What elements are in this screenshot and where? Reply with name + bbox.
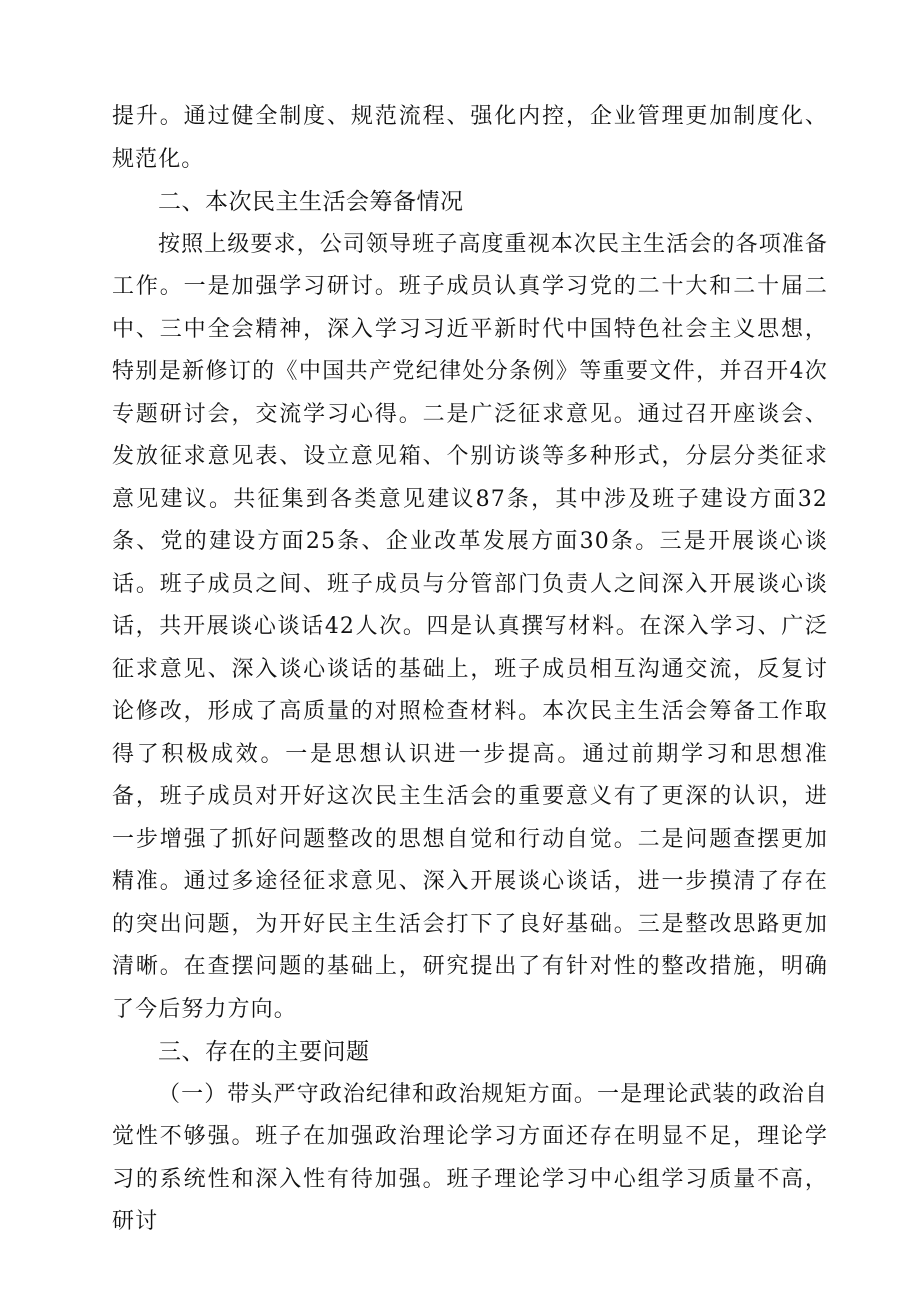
- document-body: [112, 96, 828, 1244]
- section-heading-problems: 三、存在的主要问题: [158, 1039, 370, 1065]
- paragraph-preparation: 按照上级要求，公司领导班子高度重视本次民主生活会的各项准备工作。一是加强学习研讨。班子成员认真学习党的二十大和二十届二中、三中全会精神，深入学习习近平新时代中国特色社会主义思想，特别是新修订的《中国共产党纪律处分条例》等重要文件，并召开4次专题研讨会，交流学习心得。二是广泛征求意见。通过召开座谈会、发放征求意见表、设立意见箱、个别访谈等多种形式，分层分类征求意见建议。共征集到各类意见建议87条，其中涉及班子建设方面32条、党的建设方面25条、企业改革发展方面30条。三是开展谈心谈话。班子成员之间、班子成员与分管部门负责人之间深入开展谈心谈话，共开展谈心谈话42人次。四是认真撰写材料。在深入学习、广泛征求意见、深入谈心谈话的基础上，班子成员相互沟通交流，反复讨论修改，形成了高质量的对照检查材料。本次民主生活会筹备工作取得了积极成效。一是思想认识进一步提高。通过前期学习和思想准备，班子成员对开好这次民主生活会的重要意义有了更深的认识，进一步增强了抓好问题整改的思想自觉和行动自觉。二是问题查摆更加精准。通过多途径征求意见、深入开展谈心谈话，进一步摸清了存在的突出问题，为开好民主生活会打下了良好基础。三是整改思路更加清晰。在查摆问题的基础上，研究提出了有针对性的整改措施，明确了今后努力方向。: [112, 231, 828, 1022]
- paragraph-problems: （一）带头严守政治纪律和政治规矩方面。一是理论武装的政治自觉性不够强。班子在加强政治理论学习方面还存在明显不足，理论学习的系统性和深入性有待加强。班子理论学习中心组学习质量不高，研讨: [112, 1081, 828, 1234]
- paragraph-continuation: 提升。通过健全制度、规范流程、强化内控，企业管理更加制度化、规范化。: [112, 104, 828, 172]
- section-heading-preparation: 二、本次民主生活会筹备情况: [158, 189, 464, 215]
